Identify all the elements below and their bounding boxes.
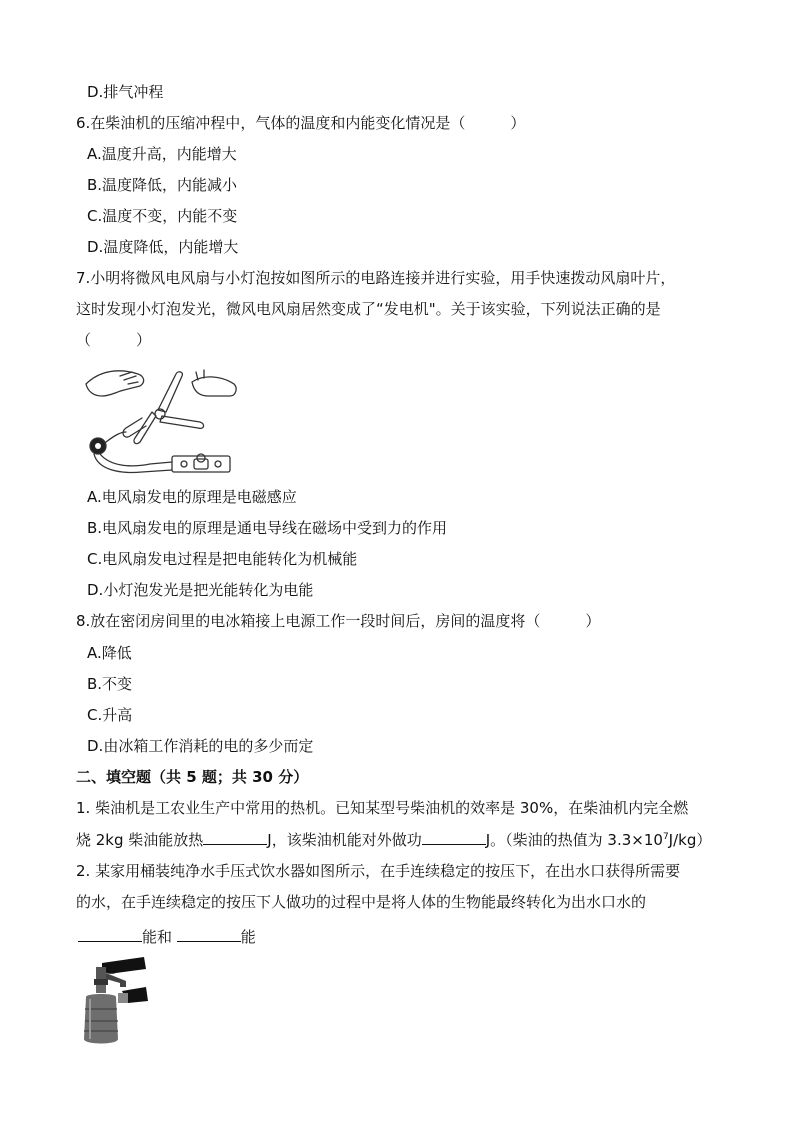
water-dispenser-figure [72, 955, 152, 1047]
fill1-text-d: J/kg） [668, 831, 712, 849]
q8-option-a: A.降低 [87, 644, 132, 662]
fill2-line3 [76, 926, 256, 947]
fill2-blank-2[interactable] [177, 926, 241, 942]
fill1-exponent: 7 [662, 832, 669, 842]
q6-stem: 6.在柴油机的压缩冲程中，气体的温度和内能变化情况是（ ） [76, 114, 526, 132]
q8-option-b: B.不变 [87, 675, 133, 693]
fill1-text-c: J。（柴油的热值为 3.3×10 [485, 831, 663, 849]
q7-option-d: D.小灯泡发光是把光能转化为电能 [87, 581, 314, 599]
fill1-line2 [76, 829, 711, 850]
fill2-line1: 2. 某家用桶装纯净水手压式饮水器如图所示，在手连续稳定的按压下，在出水口获得所需要 [76, 862, 681, 880]
fill2-blank-1[interactable] [78, 926, 142, 942]
q6-option-d: D.温度降低，内能增大 [87, 238, 239, 256]
fill2-line2: 的水，在手连续稳定的按压下人做功的过程中是将人体的生物能最终转化为出水口水的 [76, 893, 647, 911]
q8-option-c: C.升高 [87, 706, 133, 724]
fill1-blank-2[interactable] [422, 829, 486, 845]
q5-option-d: D.排气冲程 [87, 83, 164, 101]
fill2-text-b: 能 [240, 928, 256, 946]
q7-stem-line3: （ ） [76, 331, 152, 349]
fan-generator-figure [80, 362, 240, 477]
section2-title: 二、填空题（共 5 题；共 30 分） [76, 768, 309, 786]
q8-option-d: D.由冰箱工作消耗的电的多少而定 [87, 737, 314, 755]
fill2-text-a: 能和 [142, 928, 173, 946]
fill1-text-b: J，该柴油机能对外做功 [267, 831, 422, 849]
q7-option-c: C.电风扇发电过程是把电能转化为机械能 [87, 550, 358, 568]
q7-option-a: A.电风扇发电的原理是电磁感应 [87, 488, 297, 506]
q8-stem: 8.放在密闭房间里的电冰箱接上电源工作一段时间后，房间的温度将（ ） [76, 612, 601, 630]
fill1-line1: 1. 柴油机是工农业生产中常用的热机。已知某型号柴油机的效率是 30%，在柴油机内完全燃 [76, 799, 689, 817]
q6-option-c: C.温度不变，内能不变 [87, 207, 238, 225]
fill1-blank-1[interactable] [203, 829, 267, 845]
q7-stem-line2: 这时发现小灯泡发光，微风电风扇居然变成了“发电机"。关于该实验，下列说法正确的是 [76, 300, 661, 318]
q7-option-b: B.电风扇发电的原理是通电导线在磁场中受到力的作用 [87, 519, 448, 537]
q6-option-b: B.温度降低，内能减小 [87, 176, 238, 194]
fill1-text-a: 烧 2kg 柴油能放热 [76, 831, 204, 849]
q6-option-a: A.温度升高，内能增大 [87, 145, 237, 163]
q7-stem-line1: 7.小明将微风电风扇与小灯泡按如图所示的电路连接并进行实验，用手快速拨动风扇叶片， [76, 269, 676, 287]
